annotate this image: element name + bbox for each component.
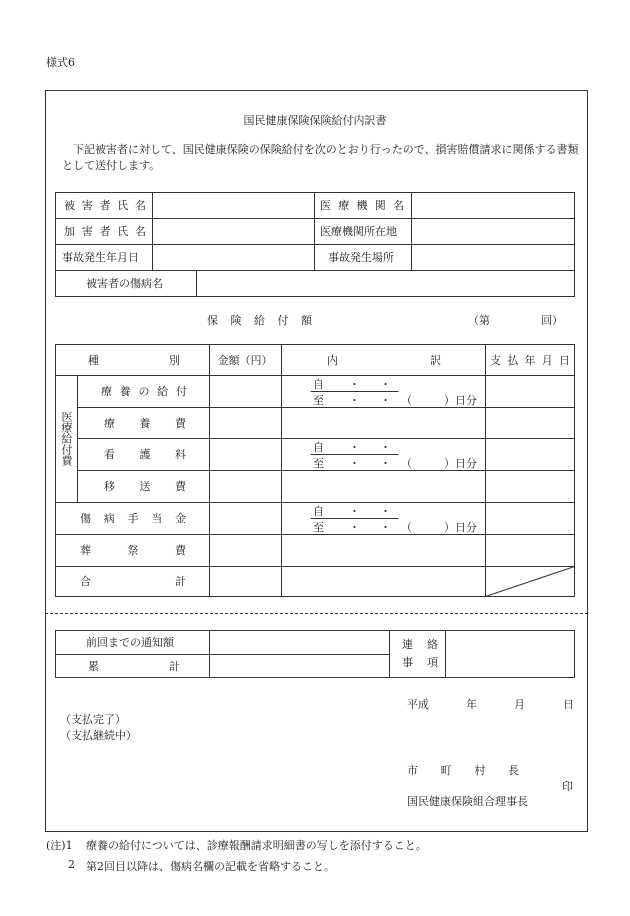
medical-institution-label: 医 療 機 関 名: [320, 199, 404, 212]
medical-group-label: 医療給付費: [60, 411, 73, 466]
victim-name-label: 被 害 者 氏 名: [64, 199, 146, 212]
period3-paren-open: （: [401, 520, 412, 534]
period1-from-dot1: ・: [349, 377, 360, 391]
col-paydate-header: 支 払 年 月 日: [490, 353, 570, 367]
period2-paren-open: （: [401, 456, 412, 470]
contact-label-2: 事 項: [402, 656, 438, 669]
prev-total-label: 前回までの通知額: [86, 636, 174, 649]
form-title: 国民健康保険保険給付内訳書: [243, 114, 387, 127]
period3-from-dot1: ・: [349, 504, 360, 518]
note-1: 療養の給付については、診療報酬請求明細書の写しを添付すること。: [86, 839, 427, 852]
intro-paragraph: 下記被害者に対して、国民健康保険の保険給付を次のとおり行ったので、損害賠償請求に関係する書類として送付します。: [62, 143, 579, 172]
row-sosaihi: 葬 祭 費: [80, 544, 186, 557]
institution-address-label: 医療機関所在地: [320, 225, 397, 238]
period2-from: 自: [313, 440, 324, 454]
medical-group-cell: [55, 375, 77, 502]
note-2-number: 2: [68, 858, 75, 871]
note-label: (注)1: [46, 839, 73, 852]
period3-to: 至: [313, 520, 324, 534]
row-kangoryo: 看 護 料: [104, 448, 186, 461]
form-number: 様式6: [46, 56, 75, 69]
col-detail-header: 内 訳: [327, 353, 441, 367]
year-label: 年: [466, 698, 477, 711]
period1-from-dot2: ・: [380, 377, 391, 391]
period2-to-dot1: ・: [349, 456, 360, 470]
period1-from: 自: [313, 377, 324, 391]
period2-from-dot2: ・: [380, 440, 391, 454]
day-label: 日: [563, 698, 574, 711]
union-head-label: 国民健康保険組合理事長: [407, 795, 528, 808]
contact-label-1: 連 絡: [402, 638, 438, 651]
row-shobyo: 傷 病 手 当 金: [80, 512, 186, 525]
period2-paren-close: ）日分: [444, 456, 477, 470]
col-amount-header: 金額（円）: [217, 353, 273, 367]
period1-to-dot1: ・: [349, 393, 360, 407]
period3-to-dot2: ・: [380, 520, 391, 534]
perpetrator-name-label: 加 害 者 氏 名: [64, 225, 146, 238]
benefit-heading: 保 険 給 付 額: [207, 314, 312, 327]
accident-place-label: 事故発生場所: [328, 251, 394, 264]
status-continuing: （支払継続中）: [60, 729, 137, 742]
injury-name-label: 被害者の傷病名: [86, 277, 163, 290]
row-ryoyohi: 療 養 費: [104, 416, 186, 430]
period1-to-dot2: ・: [380, 393, 391, 407]
period3-paren-close: ）日分: [444, 520, 477, 534]
period3-from-dot2: ・: [380, 504, 391, 518]
row-gokei: 合 計: [80, 575, 186, 588]
period2-to-dot2: ・: [380, 456, 391, 470]
period2-to: 至: [313, 456, 324, 470]
round-suffix: 回）: [541, 314, 563, 327]
period3-from: 自: [313, 504, 324, 518]
col-type-header: 種 別: [88, 353, 180, 367]
period1-paren-close: ）日分: [444, 393, 477, 407]
round-prefix: （第: [468, 314, 490, 327]
cumulative-label: 累 計: [88, 659, 180, 673]
period2-from-dot1: ・: [349, 440, 360, 454]
month-label: 月: [514, 698, 525, 711]
row-isohi: 移 送 費: [104, 480, 186, 493]
note-2: 第2回目以降は、傷病名欄の記載を省略すること。: [86, 860, 335, 873]
period1-paren-open: （: [401, 393, 412, 407]
mayor-label: 市 町 村 長: [407, 764, 519, 777]
seal-mark: 印: [562, 780, 573, 793]
status-paid: （支払完了）: [60, 713, 126, 726]
period1-to: 至: [313, 393, 324, 407]
period3-to-dot1: ・: [349, 520, 360, 534]
era-label: 平成: [407, 698, 429, 711]
accident-date-label: 事故発生年月日: [62, 251, 139, 264]
row-ryoyo-kyufu: 療 養 の 給 付: [101, 385, 187, 398]
